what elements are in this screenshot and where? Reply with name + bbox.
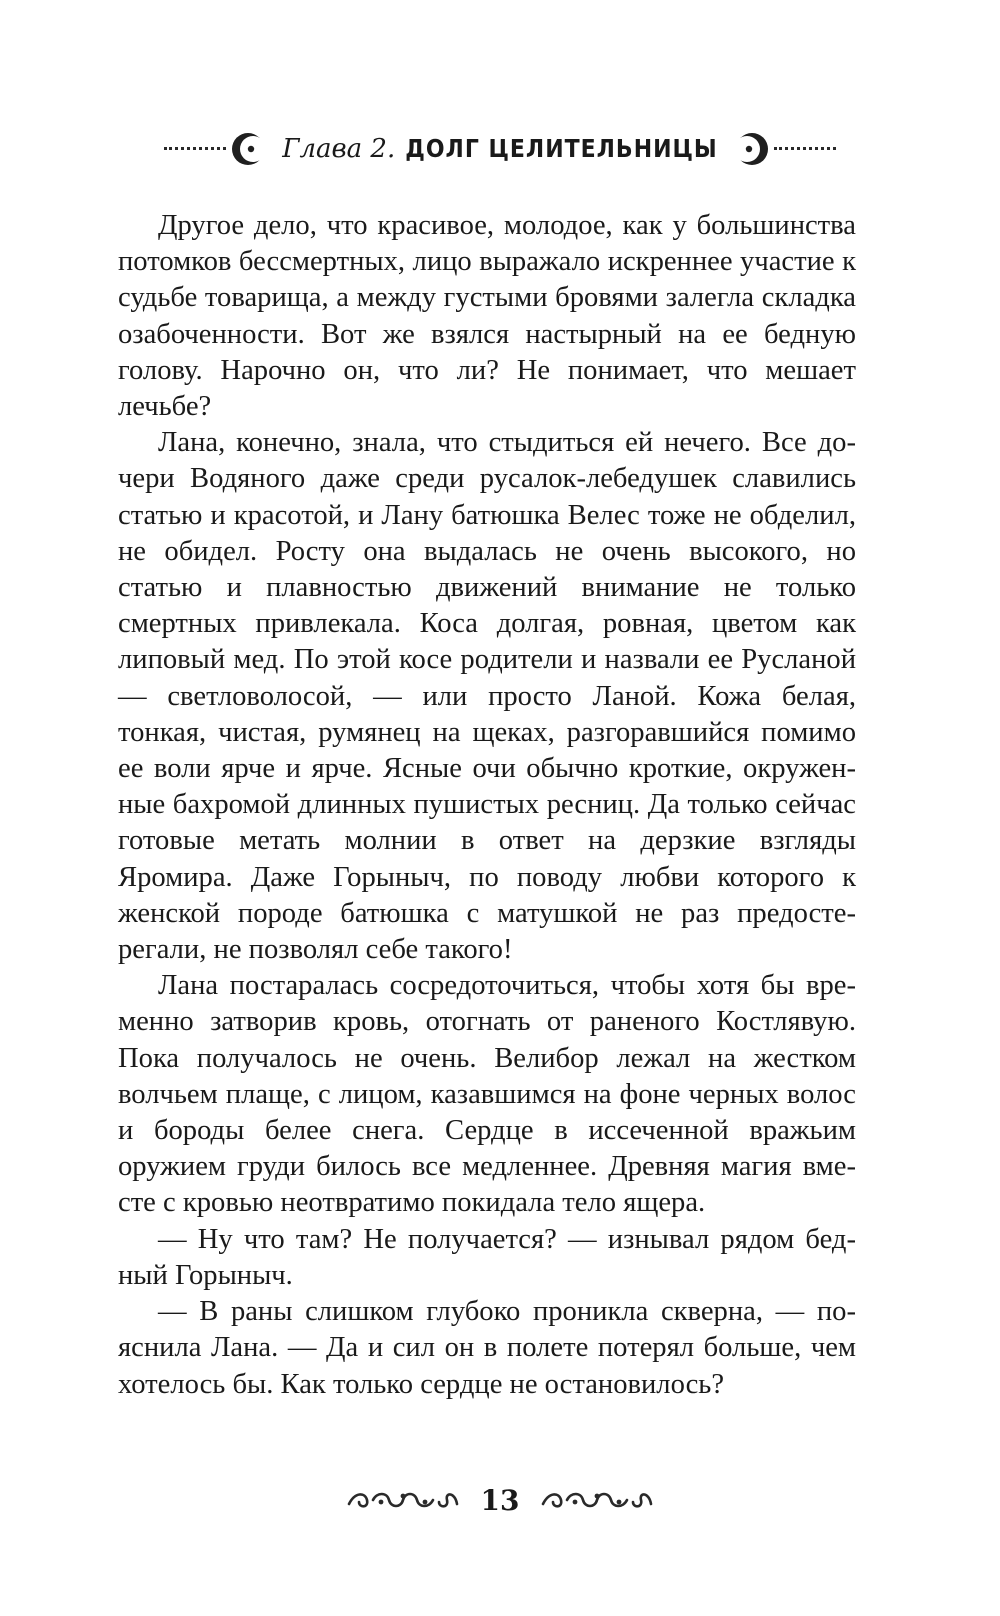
scroll-ornament-icon xyxy=(345,1488,461,1512)
crescent-ornament-icon xyxy=(228,129,268,169)
chapter-title: ДОЛГ ЦЕЛИТЕЛЬНИЦЫ xyxy=(405,134,718,164)
running-header xyxy=(0,124,1000,174)
page-number: 13 xyxy=(480,1483,520,1517)
chapter-label: Глава 2. xyxy=(282,134,396,164)
crescent-ornament-icon xyxy=(732,129,772,169)
body-text xyxy=(118,208,856,1403)
paragraph: Лана постаралась сосредоточиться, чтобы хотя бы временно затворив кровь, отогнать от раненого Костлявую. Пока получалось не очень. Велибор лежал на жестком волчьем плаще, с лицом, казавшимся на фоне черных волос и бороды белее снега. Сердце в иссеченной вражьим оружием груди билось все медленнее. Древняя магия вместе с кровью неотвратимо покидала тело ящера. xyxy=(118,970,856,1219)
scroll-ornament-icon xyxy=(539,1488,655,1512)
header-dotted-rule-left xyxy=(164,147,226,152)
paragraph: Другое дело, что красивое, молодое, как у большинства потомков бессмертных, лицо выражало искреннее участие к судьбе товарища, а между густыми бровями залегла складка озабоченности. Вот же взялся настырный на ее бедную голову. Нарочно он, что ли? Не понимает, что мешает лечьбе? xyxy=(118,210,856,423)
paragraph: Лана, конечно, знала, что стыдиться ей нечего. Все дочери Водяного даже среди русалок-лебедушек славились статью и красотой, и Лану батюшка Велес тоже не обделил, не обидел. Росту она выдалась не очень высокого, но статью и плавностью движений внимание не только смертных привлекала. Коса долгая, ровная, цветом как липовый мед. По этой косе родители и назвали ее Русланой — светловолосой, — или просто Ланой. Кожа белая, тонкая, чистая, румянец на щеках, разгоравшийся помимо ее воли ярче и ярче. Ясные очи обычно кроткие, окруженные бахромой длинных пушистых ресниц. Да только сейчас готовые метать молнии в ответ на дерзкие взгляды Яромира. Даже Горыныч, по поводу любви которого к женской породе батюшка с матушкой не раз предостерегали, не позволял себе такого! xyxy=(118,427,856,966)
header-dotted-rule-right xyxy=(774,147,836,152)
page-footer xyxy=(0,1480,1000,1520)
paragraph: — Ну что там? Не получается? — изнывал рядом бедный Горыныч. xyxy=(118,1223,856,1291)
paragraph: — В раны слишком глубоко проникла скверна, — пояснила Лана. — Да и сил он в полете потерял больше, чем хотелось бы. Как только сердце не остановилось? xyxy=(118,1296,856,1400)
